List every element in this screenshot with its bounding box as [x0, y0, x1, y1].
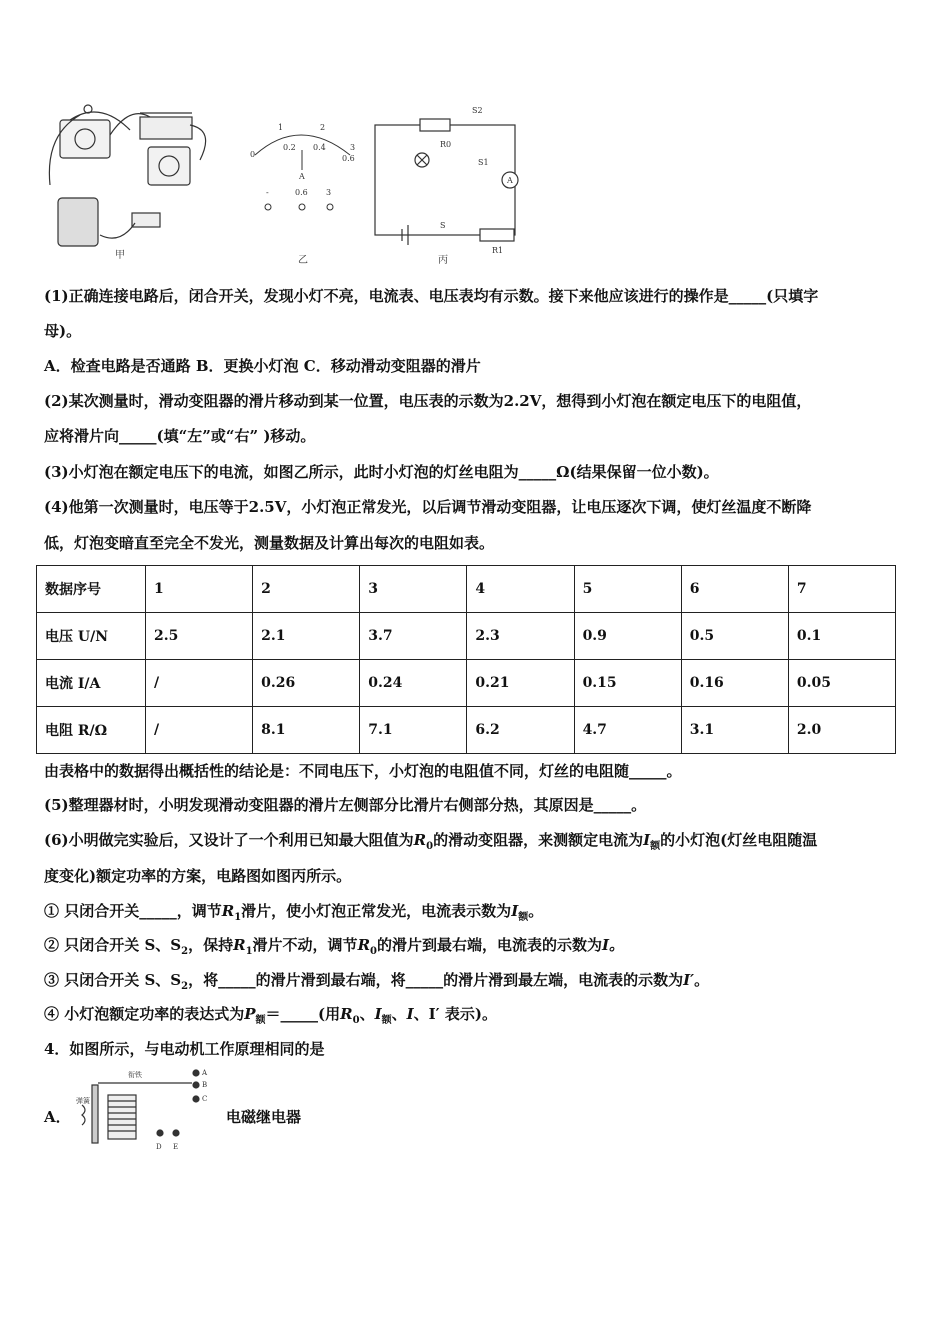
- table-cell: /: [146, 660, 253, 707]
- figure-jia-apparatus: [49, 105, 205, 246]
- table-row: [37, 660, 896, 707]
- table-cell: 1: [146, 566, 253, 613]
- question-1-cont: 母)。: [44, 322, 82, 340]
- table-cell: 0.24: [360, 660, 467, 707]
- svg-text:R0: R0: [440, 140, 452, 149]
- table-cell: 电压 U/N: [37, 613, 146, 660]
- question-6-cont: 度变化)额定功率的方案，电路图如图丙所示。: [44, 867, 352, 885]
- svg-text:0.4: 0.4: [313, 143, 326, 152]
- svg-text:3: 3: [326, 188, 332, 197]
- table-cell: 电阻 R/Ω: [37, 707, 146, 754]
- table-cell: 5: [574, 566, 681, 613]
- svg-text:衔铁: 衔铁: [128, 1071, 142, 1079]
- figure-yi-caption: 乙: [298, 255, 308, 266]
- svg-text:D: D: [156, 1143, 162, 1151]
- table-cell: 6.2: [467, 707, 574, 754]
- table-cell: 3: [360, 566, 467, 613]
- table-cell: 8.1: [253, 707, 360, 754]
- table-cell: 3.7: [360, 613, 467, 660]
- question-1-options: A．检查电路是否通路 B．更换小灯泡 C．移动滑动变阻器的滑片: [44, 357, 481, 375]
- svg-text:0.6: 0.6: [342, 154, 355, 163]
- svg-text:E: E: [173, 1143, 179, 1151]
- svg-text:S2: S2: [472, 106, 483, 115]
- table-cell: 7: [788, 566, 895, 613]
- svg-text:弹簧: 弹簧: [76, 1097, 90, 1105]
- table-cell: 2.3: [467, 613, 574, 660]
- question-4-conclusion: 由表格中的数据得出概括性的结论是：不同电压下，小灯泡的电阻值不同，灯丝的电阻随_____。: [44, 762, 682, 780]
- figure-bing-circuit: [375, 119, 518, 245]
- question-2: (2)某次测量时，滑动变阻器的滑片移动到某一位置，电压表的示数为2.2V，想得到小灯泡在额定电压下的电阻值，: [44, 392, 812, 410]
- question-6: (6)小明做完实验后，又设计了一个利用已知最大阻值为$R_0$的滑动变阻器，来测额定电流为$I_额$的小灯泡(灯丝电阻随温: [44, 831, 818, 852]
- step-2: ② 只闭合开关 S、$S_2$，保持$R_1$滑片不动，调节$R_0$的滑片到最右端，电流表的示数为I。: [44, 936, 625, 957]
- table-row: [37, 707, 896, 754]
- table-cell: 0.16: [681, 660, 788, 707]
- svg-text:C: C: [202, 1095, 208, 1103]
- step-1: ① 只闭合开关_____，调节$R_1$滑片，使小灯泡正常发光，电流表示数为$I_额$。: [44, 902, 544, 923]
- table-cell: 0.9: [574, 613, 681, 660]
- table-cell: 2.1: [253, 613, 360, 660]
- table-cell: 7.1: [360, 707, 467, 754]
- table-cell: 0.5: [681, 613, 788, 660]
- svg-text:-: -: [266, 188, 269, 197]
- table-row: [37, 566, 896, 613]
- table-cell: 2.0: [788, 707, 895, 754]
- figure-bing-caption: 丙: [438, 255, 448, 266]
- svg-text:2: 2: [320, 123, 326, 132]
- table-cell: 2.5: [146, 613, 253, 660]
- svg-text:0.2: 0.2: [283, 143, 296, 152]
- question-1: (1)正确连接电路后，闭合开关，发现小灯不亮，电流表、电压表均有示数。接下来他应该进行的操作是_____(只填字: [44, 287, 819, 305]
- table-cell: 0.15: [574, 660, 681, 707]
- svg-text:0: 0: [250, 150, 256, 159]
- svg-text:0.6: 0.6: [295, 188, 308, 197]
- svg-text:R1: R1: [492, 246, 504, 255]
- svg-text:3: 3: [350, 143, 356, 152]
- table-cell: 0.26: [253, 660, 360, 707]
- svg-text:1: 1: [278, 123, 284, 132]
- table-cell: /: [146, 707, 253, 754]
- table-cell: 4: [467, 566, 574, 613]
- table-cell: 3.1: [681, 707, 788, 754]
- svg-text:B: B: [202, 1081, 208, 1089]
- question-3: (3)小灯泡在额定电压下的电流，如图乙所示，此时小灯泡的灯丝电阻为_____Ω(结果保留一位小数)。: [44, 463, 719, 481]
- table-cell: 6: [681, 566, 788, 613]
- svg-text:S1: S1: [478, 158, 489, 167]
- table-cell: 电流 I/A: [37, 660, 146, 707]
- svg-text:S: S: [440, 221, 446, 230]
- step-3: ③ 只闭合开关 S、$S_2$，将_____的滑片滑到最右端，将_____的滑片滑到最左端，电流表的示数为I′。: [44, 971, 710, 992]
- step-4: ④ 小灯泡额定功率的表达式为$P_额=\_\_\_\_\_$(用$R_0$、$I_额$、I、I′ 表示)。: [44, 1005, 497, 1026]
- option-a-label: A．: [44, 1108, 71, 1126]
- figure-jia-caption: 甲: [115, 250, 125, 261]
- svg-text:A: A: [507, 176, 513, 185]
- table-row: [37, 613, 896, 660]
- table-cell: 4.7: [574, 707, 681, 754]
- table-cell: 0.1: [788, 613, 895, 660]
- table-cell: 2: [253, 566, 360, 613]
- question-7: 4．如图所示，与电动机工作原理相同的是: [44, 1040, 325, 1058]
- table-cell: 0.05: [788, 660, 895, 707]
- question-4: (4)他第一次测量时，电压等于2.5V，小灯泡正常发光，以后调节滑动变阻器，让电压逐次下调，使灯丝温度不断降: [44, 498, 812, 516]
- question-5: (5)整理器材时，小明发现滑动变阻器的滑片左侧部分比滑片右侧部分热，其原因是_____。: [44, 796, 647, 814]
- measurement-table: [36, 565, 896, 754]
- question-2-cont: 应将滑片向_____(填“左”或“右” )移动。: [44, 427, 316, 445]
- table-cell: 0.21: [467, 660, 574, 707]
- table-cell: 数据序号: [37, 566, 146, 613]
- option-a-caption: 电磁继电器: [226, 1108, 302, 1126]
- svg-text:A: A: [202, 1069, 208, 1077]
- experiment-figures: [40, 95, 520, 270]
- question-4-cont: 低，灯泡变暗直至完全不发光，测量数据及计算出每次的电阻如表。: [44, 534, 495, 552]
- relay-diagram: [74, 1065, 214, 1153]
- svg-text:A: A: [299, 172, 305, 181]
